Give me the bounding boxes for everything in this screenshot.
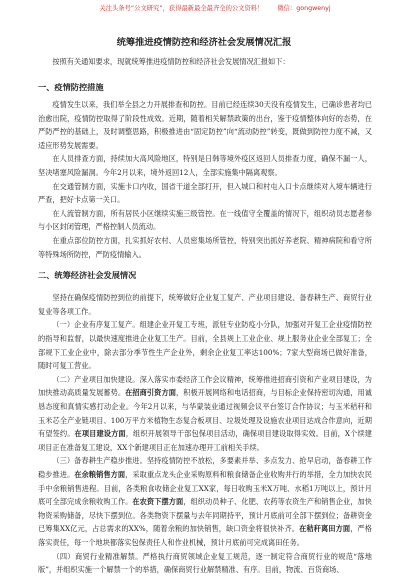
paragraph-text: （四）商贸行业精准解禁。严格执行商贸领域企业复工规范，逐一制定符合商贸行业的规范“落地版”，并组织实施一个解禁一个的举措，确保商贸行业解禁精准、有序。目前，物流、百货商场、 bbox=[38, 551, 372, 575]
paragraph-overall-approach bbox=[38, 291, 372, 318]
paragraph-key-sites bbox=[38, 234, 372, 261]
paragraph-text: ，严格落实责任，每一个地块都落实包保责任人和作业机械，预计月底前可完成离田任务。 bbox=[38, 524, 372, 547]
paragraph-text: ，组织开展领导干部包保项目活动，确保项目建设取得实效。目前，X个续建项目正在准备复工建设，XX个新建项目正在加速办理开工前相关手续。 bbox=[38, 429, 372, 452]
paragraph-text: 疫情发生以来，我们举全县之力开展排查和防控。目前已经连续30天没有疫情发生，已确诊患者均已治愈出院，疫情防控取得了阶段性成效。近期，随着相关解禁政策的出台，鉴于疫情整体向好的态势，在严防严控的基础上，及时调整思路，积极推进由“固定防控”向“流动防控”转变，既做到防控力度不减，又适应形势发展需要。 bbox=[38, 100, 372, 150]
paragraph-enterprise-resumption bbox=[38, 318, 372, 372]
paragraph-text: ，组织动员种子、化肥、农药等农资生产和销售企业，加快物资采购储备，尽快下摆到位。各类物资下摆量与去年同期持平，预计月底前可全部下摆到位；备耕资金已筹集XX亿元，占总需求的XX%，随着余粮的加快销售，缺口资金将很快补齐。 bbox=[38, 497, 372, 534]
subtopic-label: 在秸秆离田方面 bbox=[299, 524, 351, 534]
paragraph-text: （一）企业有序复工复产。组建企业开复工专班，派驻专业防疫小分队，加强对开复工企业疫情防控的指导和监督，以最快速度推进企业复工生产。目前，全县规上工业企业、规上服务业企业全部复工；全部规下工业企业中，除去部分季节性生产企业外，剩余企业复工率达100%；7家大型商场已做好准备，随时可复工营业。 bbox=[38, 320, 372, 371]
paragraph-crowd-control bbox=[38, 207, 372, 234]
header-notice bbox=[84, 4, 346, 14]
paragraph-commerce-reopening bbox=[38, 550, 372, 577]
paragraph-text: （三）备春耕生产稳步推进。坚持疫情防控不放松，多要素并举、多点发力、抢早启动，备春耕工作稳步推进。 bbox=[38, 456, 372, 479]
subtopic-label: 在农资下摆方面 bbox=[132, 497, 184, 507]
paragraph-personnel-screening bbox=[38, 152, 372, 179]
subtopic-label: 在招商引资方面 bbox=[125, 388, 176, 398]
document-title: 统筹推进疫情防控和经济社会发展情况汇报 bbox=[116, 37, 292, 48]
subtopic-label: 在项目建设方面 bbox=[74, 429, 126, 439]
paragraph-text: ，积极开展网络和电话招商，与目标企业保持密切沟通，用诚恳态度和真情实感打动企业。今年2月以来，与华蒙装业通过视频会议平台签订合作协议；与玉米秸秆和玉米芯全产业链项目、100万平方米植物生态复合板项目、垃圾处理及设施农业项目达成合作意向，近期有望签约。 bbox=[38, 388, 372, 439]
paragraph-text: 按照有关通知要求，现就统筹推进疫情防控和经济社会发展情况汇报如下： bbox=[52, 57, 290, 66]
paragraph-text: （二）产业项目加快建设。深入落实市委经济工作会议精神，统筹推进招商引资和产业项目建设，为加快推动高质量发展蓄势。 bbox=[38, 374, 372, 398]
subtopic-label: 在余粮销售方面 bbox=[74, 469, 126, 479]
paragraph-epidemic-overview bbox=[38, 98, 372, 152]
paragraph-text: 在重点部位防控方面，扎实抓好农村、人员密集场所管控，特别突出抓好养老院、精神病院和看守所等特殊场所防控，严防疫情输入。 bbox=[38, 236, 372, 259]
notice-wechat: 微信：gongwenyj bbox=[277, 5, 331, 12]
paragraph-text: 坚持在确保疫情防控到位的前提下，统筹做好企业复工复产、产业项目建设、备春耕生产、商贸行业复业等各项工作。 bbox=[38, 293, 372, 316]
paragraph-industrial-projects bbox=[38, 373, 372, 455]
paragraph-text: 在人员排查方面，持续加大高风险地区，特别是日韩等境外疫区返回人员排查力度，确保不漏一人，坚决堵塞风险漏洞。今年2月以来，境外返回12人，全部实施集中隔离观察。 bbox=[38, 154, 372, 177]
notice-text: 关注头条号“公文研究”，获得最新最全最齐全的公文资料！ bbox=[99, 5, 264, 12]
paragraph-text: 在人流管制方面，所有居民小区继续实施三级管控。在一线值守全覆盖的情况下，组织动员志愿者参与小区封闭管理，严格控制人员流动。 bbox=[38, 208, 372, 232]
section-heading-economic-development: 二、统筹经济社会发展情况 bbox=[38, 270, 137, 281]
paragraph-traffic-control bbox=[38, 180, 372, 207]
intro-paragraph bbox=[38, 55, 372, 69]
section-heading-epidemic-control: 一、疫情防控措施 bbox=[38, 82, 104, 92]
paragraph-text: 在交通管制方面，实施卡口内收，国省干道全部打开，但入城口和村屯入口卡点继续对入境车辆进行严查，把好卡点第一关口。 bbox=[38, 181, 372, 205]
paragraph-spring-farming bbox=[38, 454, 372, 549]
paragraph-text: ，采取重点龙头企业采购原料和粮食储备企业收购并行的举措，全力加快农民手中余粮销售进程。目前，各类粮食收储企业复工XX家，每日收购玉米X万吨、水稻1万吨以上，预计月底可全部完成余粮收购工作。 bbox=[38, 469, 372, 507]
